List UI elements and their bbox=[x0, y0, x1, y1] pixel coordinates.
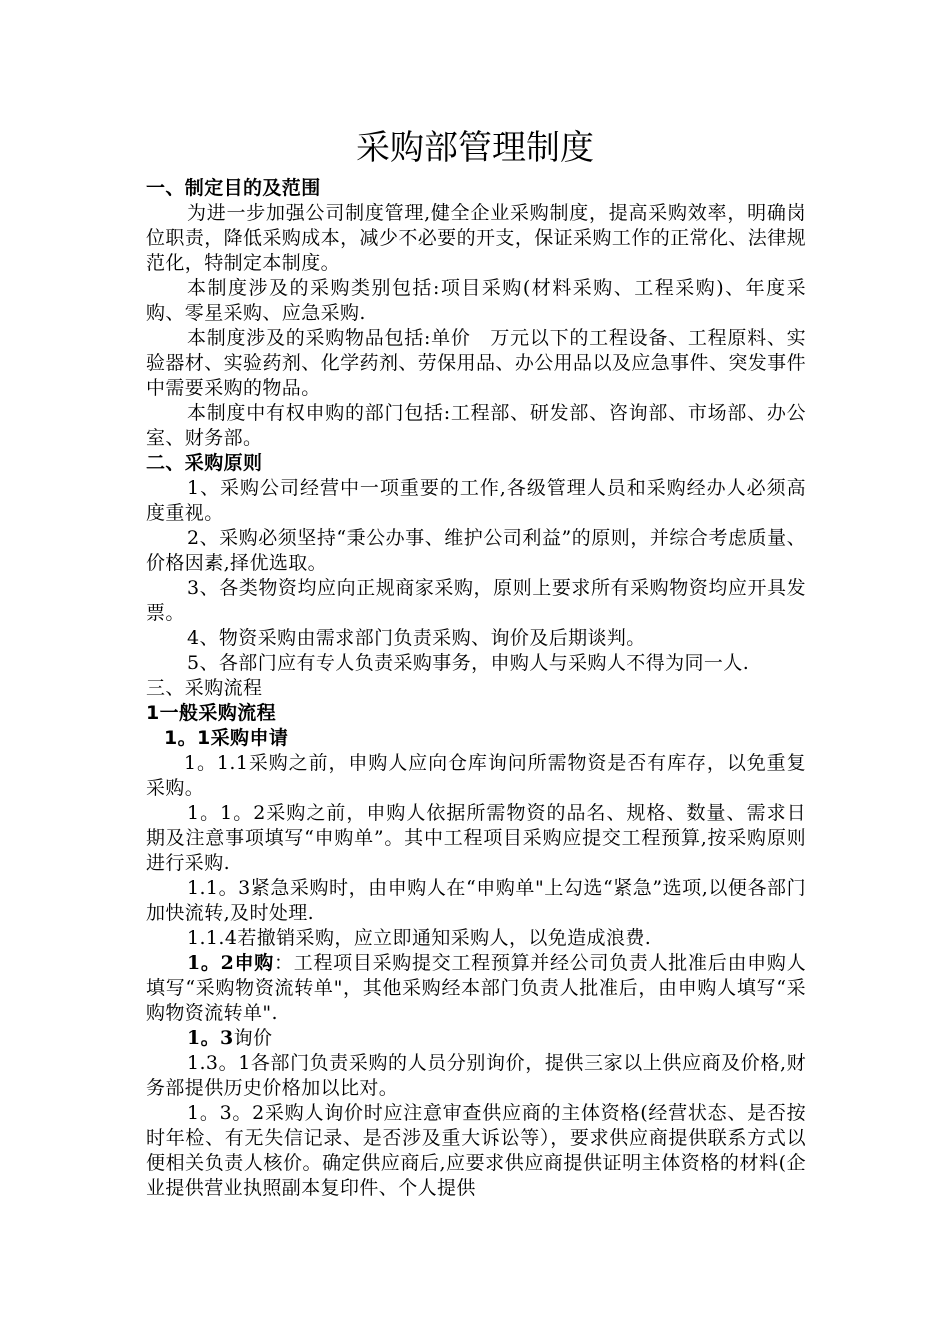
inline-bold-label: 1。2申购 bbox=[187, 952, 275, 974]
subsection-heading: 1。1采购申请 bbox=[164, 727, 289, 749]
paragraph: 1。1。2采购之前，申购人依据所需物资的品名、规格、数量、需求日期及注意事项填写“申购单”。其中工程项目采购应提交工程预算,按采购原则进行采购. bbox=[146, 802, 806, 874]
paragraph: 1.3。1各部门负责采购的人员分别询价，提供三家以上供应商及价格,财务部提供历史价格加以比对。 bbox=[146, 1052, 806, 1099]
paragraph: 3、各类物资均应向正规商家采购，原则上要求所有采购物资均应开具发票。 bbox=[146, 577, 806, 624]
paragraph: 4、物资采购由需求部门负责采购、询价及后期谈判。 bbox=[187, 627, 646, 649]
paragraph: 本制度中有权申购的部门包括:工程部、研发部、咨询部、市场部、办公室、财务部。 bbox=[146, 402, 806, 449]
paragraph bbox=[146, 1026, 806, 1051]
inline-bold-label: 1。3 bbox=[187, 1027, 234, 1049]
paragraph: 2、采购必须坚持“秉公办事、维护公司利益”的原则，并综合考虑质量、价格因素,择优选取。 bbox=[146, 527, 806, 574]
inline-text: ：工程项目采购提交工程预算并经公司负责人批准后由申购人填写“采购物资流转单"，其他采购经本部门负责人批准后，由申购人填写“采购物资流转单". bbox=[146, 952, 806, 1024]
subsection-heading: 1一般采购流程 bbox=[146, 702, 277, 724]
paragraph: 1。3。2采购人询价时应注意审查供应商的主体资格(经营状态、是否按时年检、有无失信记录、是否涉及重大诉讼等），要求供应商提供联系方式以便相关负责人核价。确定供应商后,应要求供应商提供证明主体资格的材料(企业提供营业执照副本复印件、个人提供 bbox=[146, 1102, 806, 1199]
section-heading-principles: 二、采购原则 bbox=[146, 452, 263, 474]
document-body bbox=[146, 176, 806, 1201]
paragraph: 1。1.1采购之前，申购人应向仓库询问所需物资是否有库存，以免重复采购。 bbox=[146, 752, 806, 799]
paragraph: 本制度涉及的采购类别包括:项目采购(材料采购、工程采购)、年度采购、零星采购、应急采购. bbox=[146, 277, 806, 324]
section-heading-purpose: 一、制定目的及范围 bbox=[146, 177, 321, 199]
paragraph: 本制度涉及的采购物品包括:单价 万元以下的工程设备、工程原料、实验器材、实验药剂、化学药剂、劳保用品、办公用品以及应急事件、突发事件中需要采购的物品。 bbox=[146, 327, 806, 399]
paragraph: 为进一步加强公司制度管理,健全企业采购制度，提高采购效率，明确岗位职责，降低采购成本，减少不必要的开支，保证采购工作的正常化、法律规范化，特制定本制度。 bbox=[146, 202, 806, 274]
paragraph: 1.1.4若撤销采购，应立即通知采购人，以免造成浪费. bbox=[187, 927, 652, 949]
paragraph bbox=[146, 951, 806, 1026]
inline-text: 询价 bbox=[233, 1027, 273, 1049]
paragraph: 1、采购公司经营中一项重要的工作,各级管理人员和采购经办人必须高度重视。 bbox=[146, 477, 806, 524]
paragraph: 5、各部门应有专人负责采购事务，申购人与采购人不得为同一人. bbox=[187, 652, 750, 674]
section-heading-process: 三、采购流程 bbox=[146, 677, 263, 699]
document-title: 采购部管理制度 bbox=[356, 128, 594, 168]
paragraph: 1.1。3紧急采购时，由申购人在“申购单"上勾选“紧急”选项,以便各部门加快流转,及时处理. bbox=[146, 877, 806, 924]
